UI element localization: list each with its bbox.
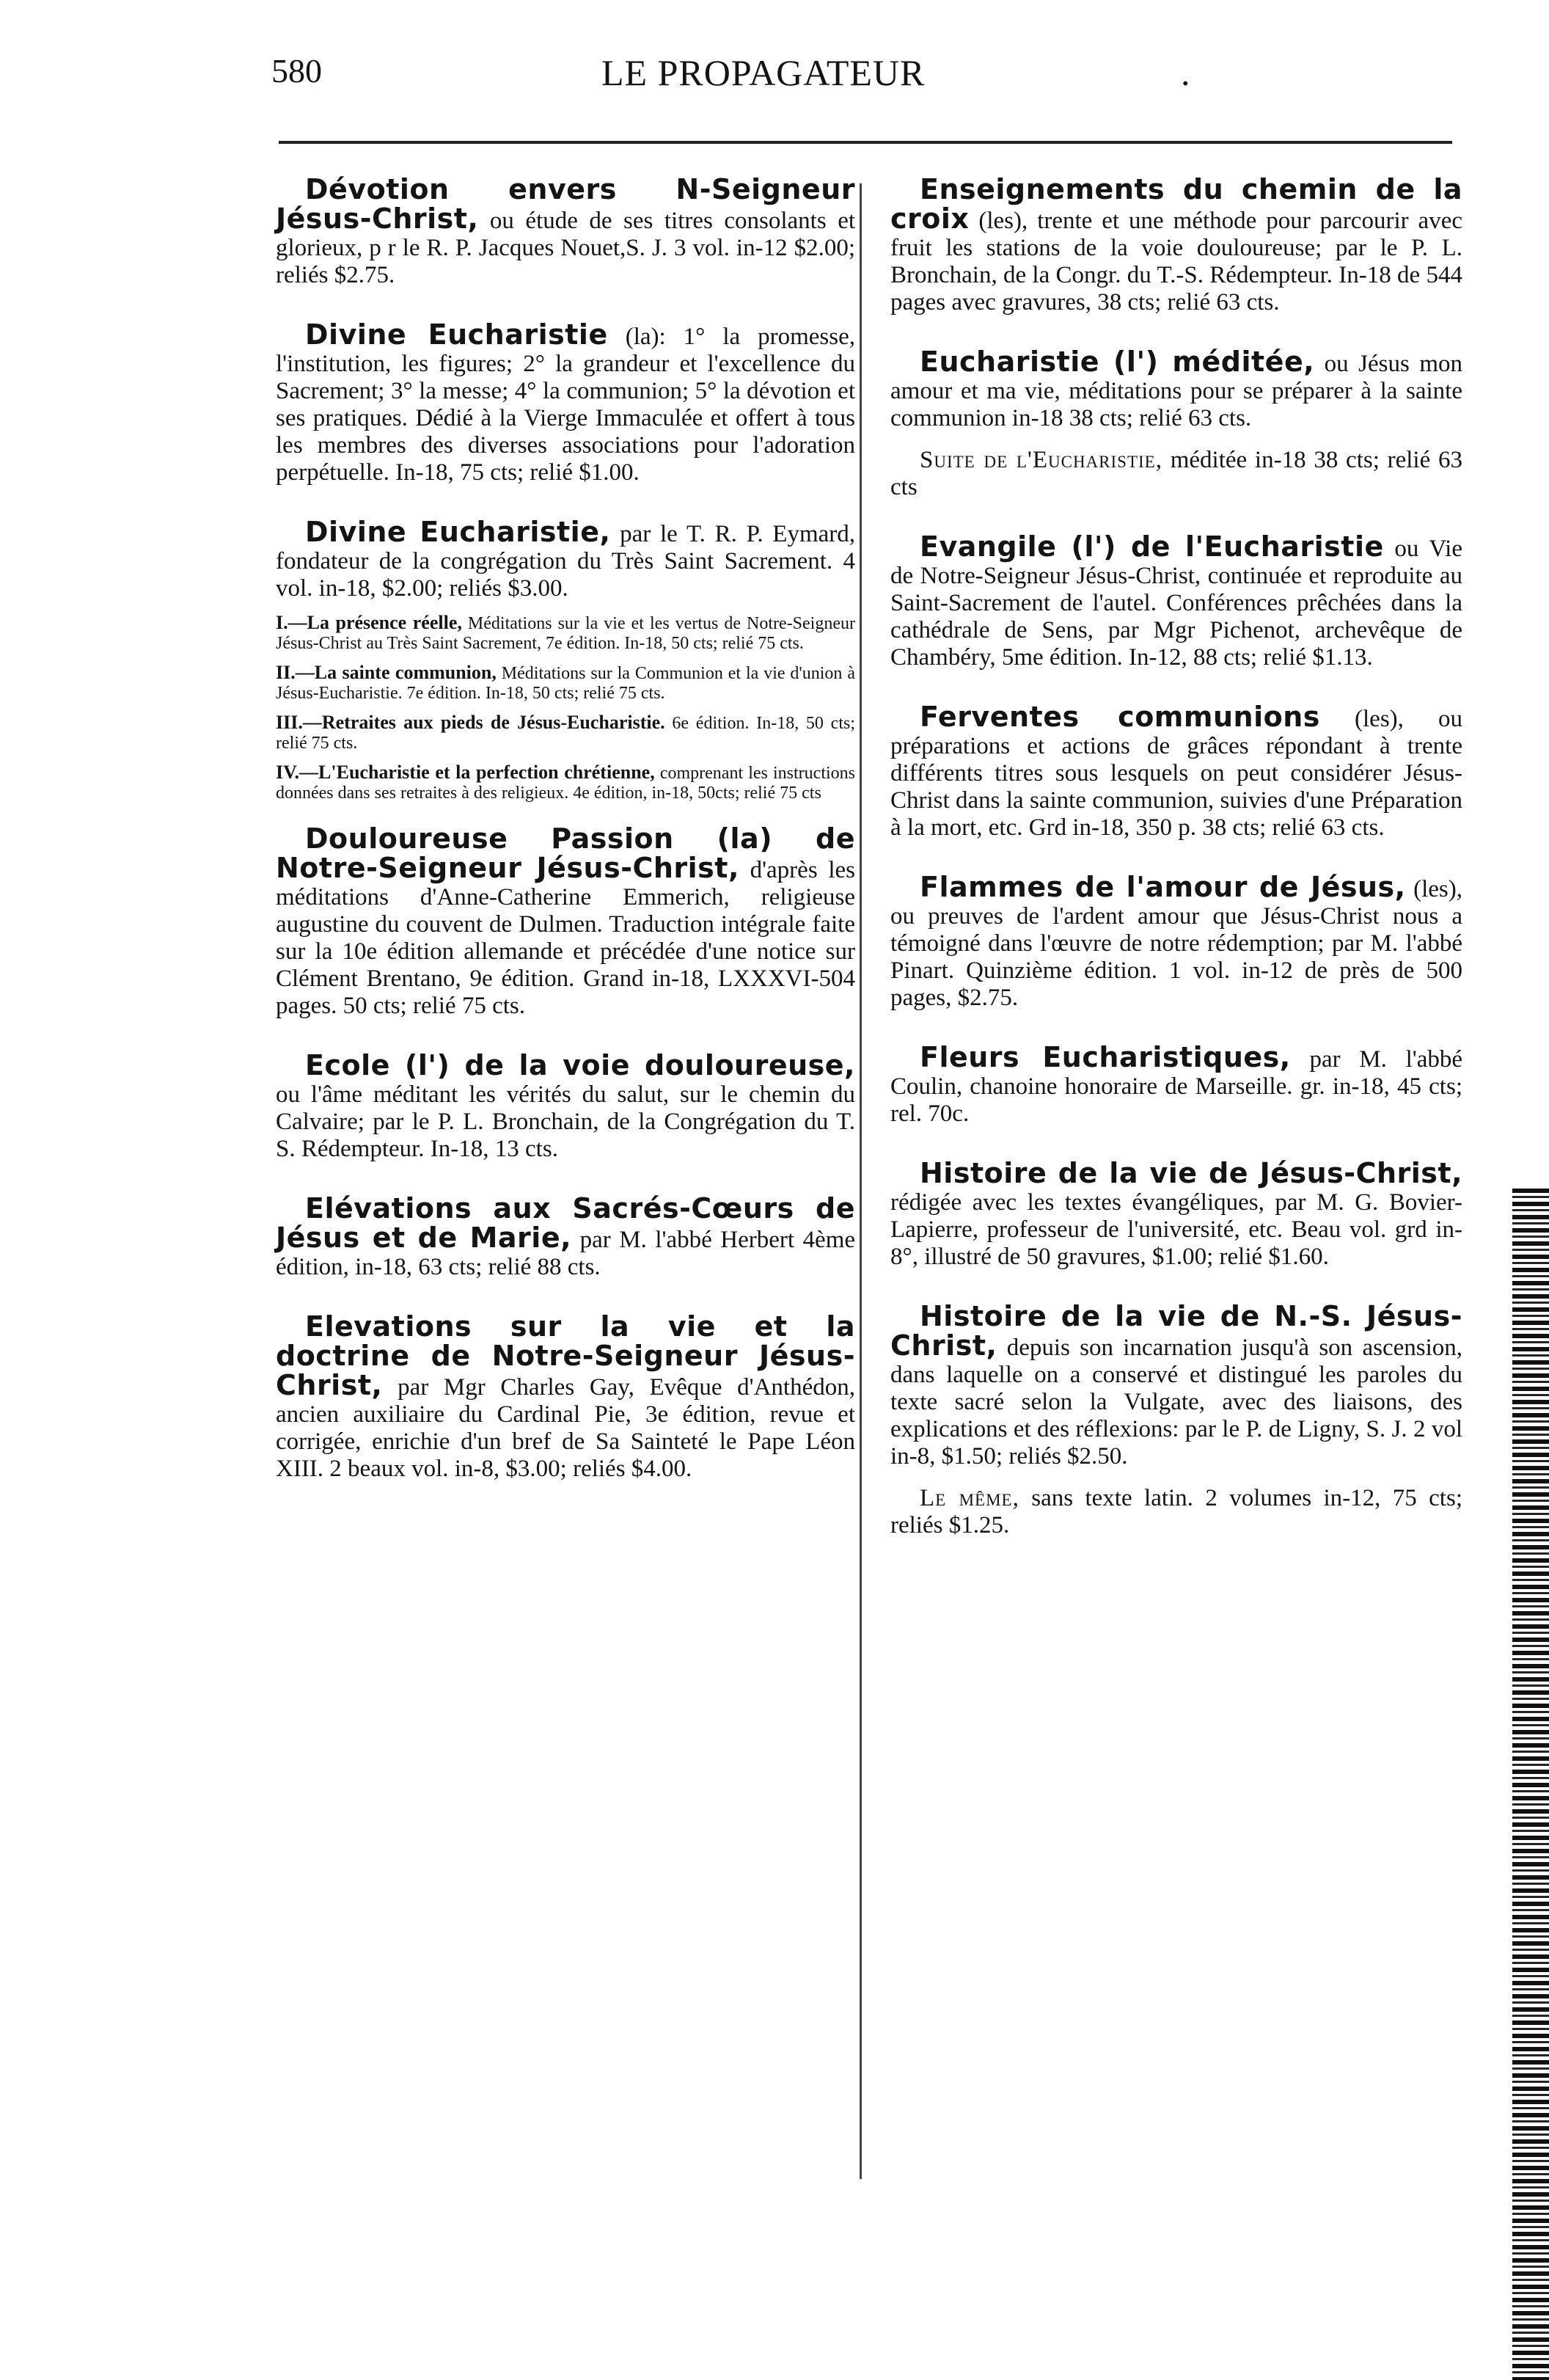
entry-title: Divine Eucharistie [305, 318, 608, 351]
column-divider [860, 183, 862, 2179]
sub-entry-title: I.—La présence réelle, [276, 612, 462, 633]
sub-entry-title: III.—Retraites aux pieds de Jésus-Eucharistie. [276, 712, 665, 733]
catalog-entry [890, 701, 1463, 842]
entry-text: (la): 1° la promesse, l'institution, les figures; 2° la grandeur et l'excellence du Sacrement; 3° la messe; 4° la communion; 5° la dévotion et ses pratiques. Dédié à la Vierge Immaculée et offert à tous les membres des diverses associations pour l'adoration perpétuelle. In-18, 75 cts; relié $1.00. [276, 324, 856, 486]
catalog-entry [890, 1041, 1462, 1128]
catalog-entry [276, 516, 856, 602]
entry-text: par Mgr Charles Gay, Evêque d'Anthédon, ancien auxiliaire du Cardinal Pie, 3e édition, revue et corrigée, enrichie d'un bref de Sa Sainteté le Pape Léon XIII. 2 beaux vol. in-8, $3.00; reliés $4.00. [276, 1374, 856, 1482]
sub-entry-title: II.—La sainte communion, [276, 662, 497, 683]
sub-entry [276, 662, 855, 704]
entry-text: depuis son incarnation jusqu'à son ascension, dans laquelle on a conservé et distingué les paroles du texte sacré selon la Vulgate, avec des liaisons, des explications et des réflexions: par le P. de Ligny, S. J. 2 vol in-8, $1.50; reliés $2.50. [890, 1335, 1462, 1470]
catalog-entry [890, 348, 1462, 432]
catalog-entry [890, 871, 1463, 1012]
catalog-entry [276, 173, 856, 289]
catalog-entry [276, 1049, 855, 1163]
entry-text: ou Jésus mon amour et ma vie, méditations pour se préparer à la sainte communion in-18 38 cts; relié 63 cts. [890, 351, 1463, 431]
catalog-entry [890, 173, 1462, 316]
entry-title: Le même, [920, 1485, 1019, 1511]
entry-title: Enseignements du chemin de la croix [890, 173, 1462, 235]
entry-text: sans texte latin. 2 volumes in-12, 75 cts; reliés $1.25. [890, 1485, 1462, 1538]
sub-entry [276, 613, 855, 654]
entry-title: Dévotion envers N-Seigneur Jésus-Christ, [276, 173, 855, 235]
catalog-entry [890, 1485, 1462, 1539]
entry-title: Histoire de la vie de N.-S. Jésus-Christ, [890, 1300, 1462, 1362]
right-column [890, 173, 1463, 1572]
catalog-entry [890, 530, 1462, 671]
entry-text: (les), trente et une méthode pour parcourir avec fruit les stations de la voie douloureuse; par le P. L. Bronchain, de la Congr. du T.-S. Rédempteur. In-18 de 544 pages avec gravures, 38 cts; relié 63 cts. [890, 208, 1462, 315]
entry-title: Suite de l'Eucharistie, [920, 447, 1162, 473]
entry-title: Douloureuse Passion (la) de Notre-Seigneur Jésus-Christ, [276, 822, 855, 884]
catalog-entry [890, 1157, 1462, 1271]
catalog-entry [276, 822, 855, 1020]
sub-entry [276, 712, 855, 753]
catalog-entry [276, 1310, 856, 1483]
entry-title: Flammes de l'amour de Jésus, [920, 871, 1406, 903]
left-column [276, 173, 856, 1515]
sub-entry-text: comprenant les instructions données dans ses retraites à des religieux. 4e édition, in-18, 50cts; relié 75 cts [276, 764, 856, 803]
entry-title: Divine Eucharistie, [305, 516, 611, 548]
entry-title: Ferventes communions [920, 701, 1320, 733]
entry-text: rédigée avec les textes évangéliques, par M. G. Bovier-Lapierre, professeur de l'université, etc. Beau vol. grd in-8°, illustré de 50 gravures, $1.00; relié $1.60. [890, 1189, 1462, 1270]
sub-entry-text: Méditations sur la Communion et la vie d'union à Jésus-Eucharistie. 7e édition. In-18, 50 cts; relié 75 cts. [276, 664, 855, 703]
running-title: LE PROPAGATEUR [601, 52, 926, 93]
page-number: 580 [271, 52, 322, 90]
entry-title: Evangile (l') de l'Eucharistie [920, 530, 1384, 563]
entry-text: ou Vie de Notre-Seigneur Jésus-Christ, continuée et reproduite au Saint-Sacrement de l'autel. Conférences prêchées dans la cathédrale de Sens, par Mgr Pichenot, archevêque de Chambéry, 5me édition. In-12, 88 cts; relié $1.13. [890, 536, 1462, 671]
entry-text: ou l'âme méditant les vérités du salut, sur le chemin du Calvaire; par le P. L. Bronchain, de la Congrégation du T. S. Rédempteur. In-18, 13 cts. [276, 1081, 855, 1162]
scan-edge-artifact [1512, 1189, 1549, 2380]
entry-text: (les), ou preuves de l'ardent amour que Jésus-Christ nous a témoigné dans l'œuvre de notre rédemption; par M. l'abbé Pinart. Quinzième édition. 1 vol. in-12 de près de 500 pages, $2.75. [890, 876, 1463, 1011]
catalog-entry [276, 318, 856, 486]
entry-title: Eucharistie (l') méditée, [920, 346, 1315, 378]
header-rule [279, 141, 1452, 144]
catalog-entry [276, 1192, 856, 1281]
entry-text: par le T. R. P. Eymard, fondateur de la congrégation du Très Saint Sacrement. 4 vol. in-18, $2.00; reliés $3.00. [276, 521, 856, 602]
entry-text: par M. l'abbé Coulin, chanoine honoraire de Marseille. gr. in-18, 45 cts; rel. 70c. [890, 1046, 1462, 1127]
sub-entry [276, 762, 855, 803]
catalog-entry [890, 447, 1462, 501]
entry-text: d'après les méditations d'Anne-Catherine Emmerich, religieuse augustine du couvent de Dulmen. Traduction intégrale faite sur la 10e édition allemande et précédée d'une notice sur Clément Brentano, 9e édition. Grand in-18, LXXXVI-504 pages. 50 cts; relié 75 cts. [276, 857, 855, 1019]
page-header [271, 51, 1460, 110]
entry-text: par M. l'abbé Herbert 4ème édition, in-18, 63 cts; relié 88 cts. [276, 1227, 856, 1280]
catalog-entry [890, 1300, 1462, 1470]
entry-text: ou étude de ses titres consolants et glorieux, p r le R. P. Jacques Nouet,S. J. 3 vol. in-12 $2.00; reliés $2.75. [276, 208, 856, 288]
entry-text: méditée in-18 38 cts; relié 63 cts [890, 447, 1462, 500]
sub-entry-text: 6e édition. In-18, 50 cts; relié 75 cts. [276, 714, 856, 753]
sub-entry-text: Méditations sur la vie et les vertus de Notre-Seigneur Jésus-Christ au Très Saint Sacrement, 7e édition. In-18, 50 cts; relié 75 cts. [276, 614, 855, 653]
entry-title: Histoire de la vie de Jésus-Christ, [920, 1157, 1462, 1189]
entry-text: (les), ou préparations et actions de grâces répondant à trente différents titres sous lesquels on peut considérer Jésus-Christ dans la sainte communion, suivies d'une Préparation à la mort, etc. Grd in-18, 350 p. 38 cts; relié 63 cts. [890, 706, 1463, 841]
entry-title: Fleurs Eucharistiques, [920, 1041, 1291, 1073]
entry-title: Elévations aux Sacrés-Cœurs de Jésus et de Marie, [276, 1192, 855, 1254]
entry-title: Elevations sur la vie et la doctrine de Notre-Seigneur Jésus-Christ, [276, 1310, 855, 1401]
entry-title: Ecole (l') de la voie douloureuse, [305, 1049, 855, 1081]
header-ornament: . [1181, 52, 1190, 93]
sub-entry-title: IV.—L'Eucharistie et la perfection chrétienne, [276, 762, 655, 783]
